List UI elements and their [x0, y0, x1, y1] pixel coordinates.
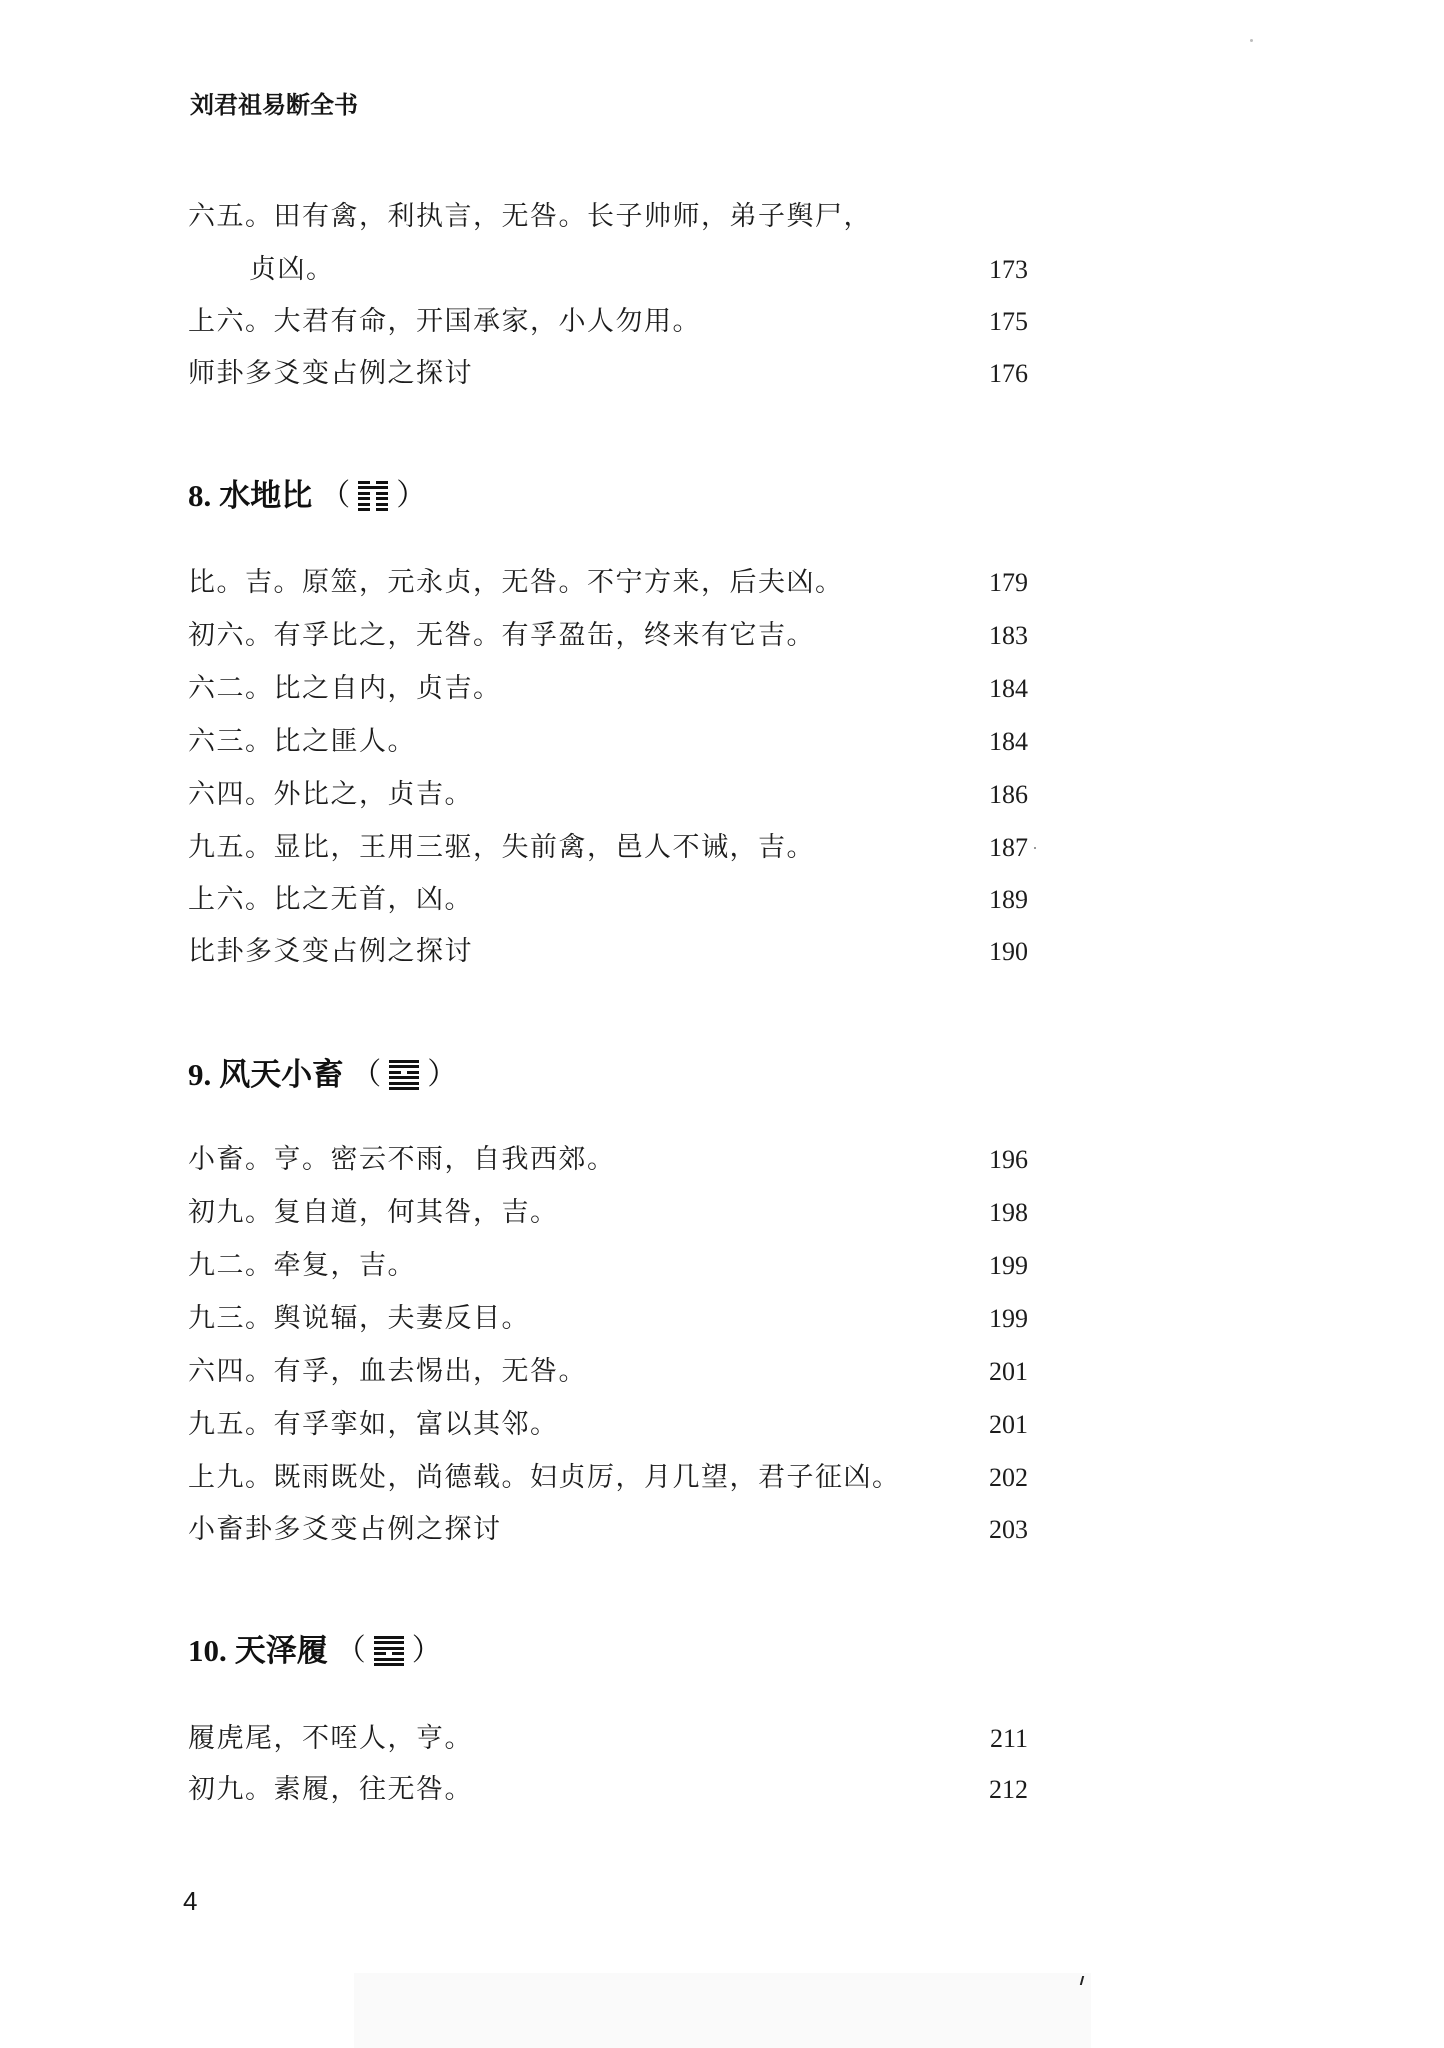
entry-text: 九五。显比，王用三驱，失前禽，邑人不诫，吉。 — [188, 832, 815, 863]
entry-text: 上六。大君有命，开国承家，小人勿用。 — [188, 306, 701, 337]
entry-page: 184 — [989, 727, 1028, 756]
toc-entry[interactable] — [188, 199, 1028, 235]
entry-text: 九三。舆说辐，夫妻反目。 — [188, 1303, 530, 1334]
entry-text: 履虎尾，不咥人，亨。 — [188, 1723, 473, 1754]
entry-text: 比卦多爻变占例之探讨 — [188, 936, 473, 967]
entry-page: 211 — [989, 1724, 1028, 1753]
entry-text: 九五。有孚挛如，富以其邻。 — [188, 1409, 559, 1440]
entry-page: 173 — [989, 255, 1028, 284]
section-title: 风天小畜 — [219, 1057, 344, 1093]
toc-entry[interactable] — [188, 1772, 1028, 1808]
toc-entry[interactable] — [188, 1354, 1028, 1390]
entry-text: 上九。既雨既处，尚德载。妇贞厉，月几望，君子征凶。 — [188, 1462, 901, 1493]
entry-page: 189 — [989, 885, 1028, 914]
entry-text: 六五。田有禽，利执言，无咎。长子帅师，弟子舆尸， — [188, 201, 872, 232]
toc-entry[interactable] — [188, 618, 1028, 654]
toc-entry[interactable] — [188, 565, 1028, 601]
toc-entry[interactable] — [188, 1460, 1028, 1496]
close-paren: ） — [411, 1633, 442, 1668]
section-heading-9[interactable] — [188, 1055, 465, 1095]
entry-page: 190 — [989, 937, 1028, 966]
entry-text: 九二。牵复，吉。 — [188, 1250, 416, 1281]
scan-speck — [1250, 39, 1253, 42]
entry-page: 176 — [989, 359, 1028, 388]
entry-text: 六四。有孚，血去惕出，无咎。 — [188, 1356, 587, 1387]
entry-text: 小畜。亨。密云不雨，自我西郊。 — [188, 1144, 616, 1175]
entry-page: 186 — [989, 780, 1028, 809]
toc-entry[interactable] — [188, 1195, 1028, 1231]
section-heading-10[interactable] — [188, 1631, 450, 1671]
toc-entry[interactable] — [188, 671, 1028, 707]
entry-page: 202 — [989, 1463, 1028, 1492]
entry-text: 上六。比之无首，凶。 — [188, 884, 473, 915]
entry-text: 师卦多爻变占例之探讨 — [188, 358, 473, 389]
page-number: 4 — [183, 1886, 198, 1916]
scan-shadow-band — [354, 1973, 1091, 2048]
toc-entry[interactable] — [188, 304, 1028, 340]
hexagram-bi-icon — [358, 481, 388, 511]
entry-page: 196 — [989, 1145, 1028, 1174]
open-paren: （ — [351, 1057, 382, 1092]
entry-page: 212 — [989, 1775, 1028, 1804]
section-heading-8[interactable] — [188, 476, 434, 516]
toc-entry[interactable] — [188, 777, 1028, 813]
entry-text: 六二。比之自内，贞吉。 — [188, 673, 502, 704]
toc-entry[interactable] — [188, 1248, 1028, 1284]
hexagram-lv-icon — [374, 1636, 404, 1666]
close-paren: ） — [396, 478, 427, 513]
entry-page: 201 — [989, 1357, 1028, 1386]
entry-page: 198 — [989, 1198, 1028, 1227]
entry-page: 183 — [989, 621, 1028, 650]
hexagram-xiaochu-icon — [389, 1060, 419, 1090]
section-title: 水地比 — [219, 478, 313, 514]
entry-page: 203 — [989, 1515, 1028, 1544]
entry-page: 187 — [989, 833, 1028, 862]
entry-text: 初九。复自道，何其咎，吉。 — [188, 1197, 559, 1228]
section-title: 天泽履 — [234, 1633, 328, 1669]
entry-text: 初九。素履，往无咎。 — [188, 1774, 473, 1805]
entry-page: 199 — [989, 1251, 1028, 1280]
running-head-book-title: 刘君祖易断全书 — [190, 90, 358, 119]
entry-text: 六四。外比之，贞吉。 — [188, 779, 473, 810]
toc-entry[interactable] — [188, 252, 1028, 288]
entry-text: 初六。有孚比之，无咎。有孚盈缶，终来有它吉。 — [188, 620, 815, 651]
toc-entry[interactable] — [188, 724, 1028, 760]
entry-text: 比。吉。原筮，元永贞，无咎。不宁方来，后夫凶。 — [188, 567, 844, 598]
entry-page: 179 — [989, 568, 1028, 597]
entry-page: 175 — [989, 307, 1028, 336]
entry-text: 六三。比之匪人。 — [188, 726, 416, 757]
section-number: 9. — [188, 1057, 212, 1092]
toc-entry[interactable] — [188, 934, 1028, 970]
section-number: 8. — [188, 478, 212, 513]
close-paren: ） — [427, 1057, 458, 1092]
entry-page: 199 — [989, 1304, 1028, 1333]
toc-entry[interactable] — [188, 1301, 1028, 1337]
entry-page: 201 — [989, 1410, 1028, 1439]
toc-entry[interactable] — [188, 1512, 1028, 1548]
toc-entry[interactable] — [188, 1407, 1028, 1443]
section-number: 10. — [188, 1633, 227, 1668]
open-paren: （ — [335, 1633, 366, 1668]
entry-text: 贞凶。 — [249, 254, 335, 285]
open-paren: （ — [320, 478, 351, 513]
toc-entry[interactable] — [188, 882, 1028, 918]
toc-entry[interactable] — [188, 1142, 1028, 1178]
entry-page: 184 — [989, 674, 1028, 703]
entry-text: 小畜卦多爻变占例之探讨 — [188, 1514, 502, 1545]
toc-entry[interactable] — [188, 356, 1028, 392]
toc-entry[interactable] — [188, 830, 1028, 866]
scan-speck — [1034, 847, 1036, 849]
toc-entry[interactable] — [188, 1721, 1028, 1757]
